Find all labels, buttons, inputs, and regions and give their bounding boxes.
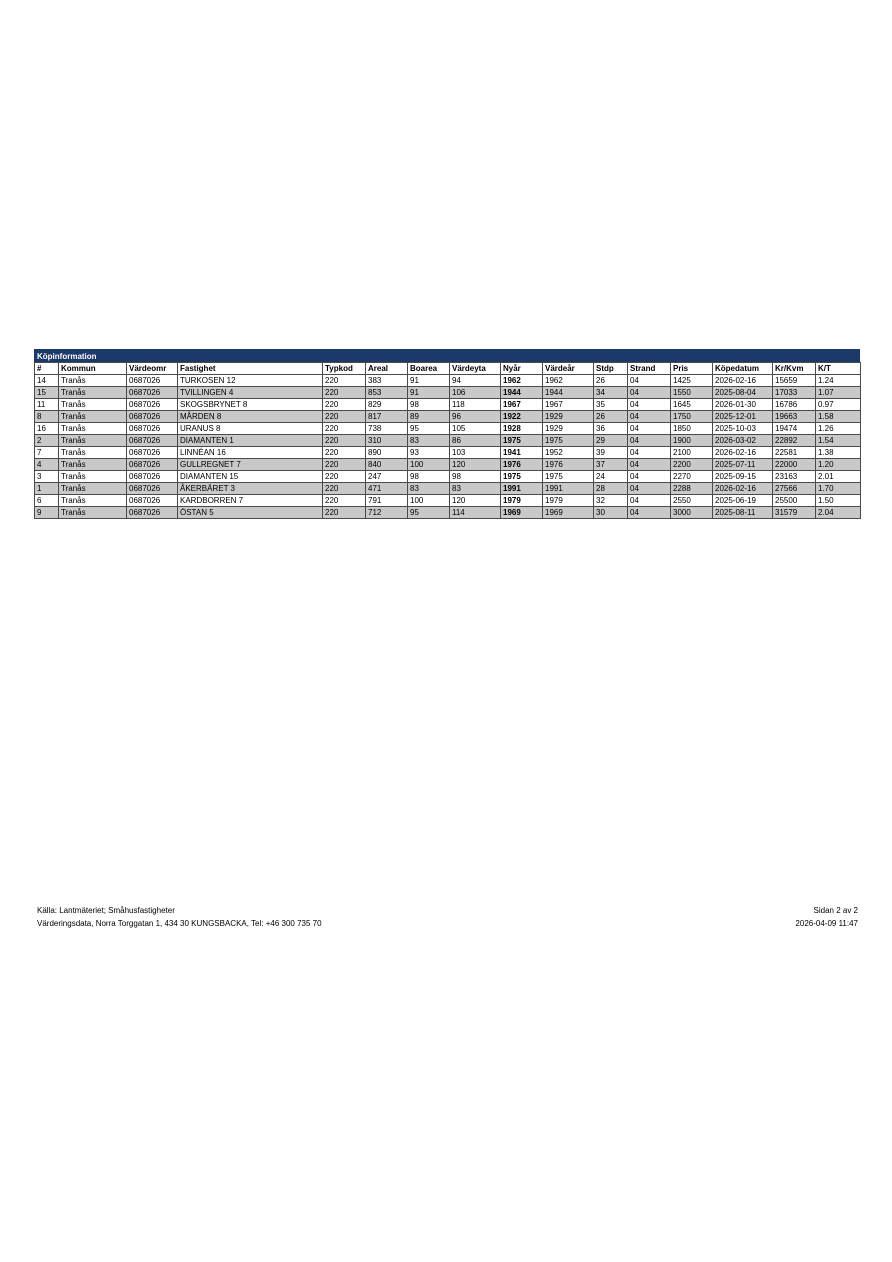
table-cell: 2	[35, 435, 59, 447]
table-row	[35, 495, 861, 507]
table-cell: 04	[628, 435, 671, 447]
column-header: Köpedatum	[713, 363, 773, 375]
table-cell: 7	[35, 447, 59, 459]
footer-right	[795, 904, 858, 930]
purchase-info-table	[34, 362, 861, 519]
table-cell: Tranås	[59, 423, 127, 435]
table-cell: GULLREGNET 7	[178, 459, 323, 471]
table-cell: 15	[35, 387, 59, 399]
table-cell: 94	[450, 375, 501, 387]
table-cell: 1.20	[816, 459, 861, 471]
table-cell: 15659	[773, 375, 816, 387]
table-cell: 2025-10-03	[713, 423, 773, 435]
table-cell: 1929	[543, 411, 594, 423]
table-cell: 22581	[773, 447, 816, 459]
table-cell: 98	[450, 471, 501, 483]
table-cell: Tranås	[59, 483, 127, 495]
table-cell: 93	[408, 447, 450, 459]
table-cell: 220	[323, 507, 366, 519]
table-cell: 14	[35, 375, 59, 387]
table-cell: 220	[323, 483, 366, 495]
table-cell: URANUS 8	[178, 423, 323, 435]
table-row	[35, 507, 861, 519]
table-cell: MÅRDEN 8	[178, 411, 323, 423]
table-cell: 04	[628, 459, 671, 471]
table-cell: 17033	[773, 387, 816, 399]
table-cell: 95	[408, 423, 450, 435]
table-cell: 890	[366, 447, 408, 459]
table-cell: 4	[35, 459, 59, 471]
table-cell: DIAMANTEN 15	[178, 471, 323, 483]
table-cell: 19663	[773, 411, 816, 423]
column-header: Areal	[366, 363, 408, 375]
table-cell: 1.38	[816, 447, 861, 459]
table-cell: 1944	[543, 387, 594, 399]
table-cell: 1	[35, 483, 59, 495]
table-row	[35, 387, 861, 399]
table-cell: 105	[450, 423, 501, 435]
table-row	[35, 375, 861, 387]
table-cell: 1979	[501, 495, 543, 507]
footer-source: Källa: Lantmäteriet; Småhusfastigheter	[37, 906, 175, 915]
table-cell: 220	[323, 495, 366, 507]
column-header: Kr/Kvm	[773, 363, 816, 375]
table-cell: 118	[450, 399, 501, 411]
table-cell: 16786	[773, 399, 816, 411]
table-cell: 100	[408, 495, 450, 507]
table-cell: Tranås	[59, 399, 127, 411]
table-cell: 1979	[543, 495, 594, 507]
table-cell: 98	[408, 471, 450, 483]
table-cell: 04	[628, 483, 671, 495]
table-cell: 1550	[671, 387, 713, 399]
table-cell: 1962	[543, 375, 594, 387]
table-cell: DIAMANTEN 1	[178, 435, 323, 447]
table-cell: 0687026	[127, 375, 178, 387]
section-title: Köpinformation	[34, 349, 860, 362]
table-cell: 16	[35, 423, 59, 435]
table-cell: 1944	[501, 387, 543, 399]
table-cell: 25500	[773, 495, 816, 507]
table-row	[35, 483, 861, 495]
table-cell: 1975	[543, 471, 594, 483]
table-cell: 1.54	[816, 435, 861, 447]
table-cell: 1.24	[816, 375, 861, 387]
table-cell: 120	[450, 495, 501, 507]
table-cell: 9	[35, 507, 59, 519]
table-cell: 29	[594, 435, 628, 447]
table-cell: 1976	[543, 459, 594, 471]
table-cell: TURKOSEN 12	[178, 375, 323, 387]
table-cell: 220	[323, 435, 366, 447]
table-cell: 0687026	[127, 435, 178, 447]
table-cell: 0.97	[816, 399, 861, 411]
table-cell: 1750	[671, 411, 713, 423]
table-cell: 853	[366, 387, 408, 399]
table-cell: 2026-02-16	[713, 447, 773, 459]
table-cell: TVILLINGEN 4	[178, 387, 323, 399]
table-cell: 791	[366, 495, 408, 507]
table-cell: 24	[594, 471, 628, 483]
column-header: Nyår	[501, 363, 543, 375]
table-cell: 2025-06-19	[713, 495, 773, 507]
table-cell: 39	[594, 447, 628, 459]
column-header: Värdeår	[543, 363, 594, 375]
table-cell: 28	[594, 483, 628, 495]
table-cell: 98	[408, 399, 450, 411]
table-cell: 22000	[773, 459, 816, 471]
table-cell: 2025-08-04	[713, 387, 773, 399]
table-cell: 1952	[543, 447, 594, 459]
table-cell: 1967	[543, 399, 594, 411]
table-cell: 1.70	[816, 483, 861, 495]
table-cell: 2270	[671, 471, 713, 483]
table-cell: LINNÉAN 16	[178, 447, 323, 459]
table-cell: 36	[594, 423, 628, 435]
table-cell: 712	[366, 507, 408, 519]
table-cell: 04	[628, 495, 671, 507]
table-cell: 1425	[671, 375, 713, 387]
table-cell: 0687026	[127, 447, 178, 459]
table-cell: Tranås	[59, 387, 127, 399]
table-cell: 83	[408, 483, 450, 495]
table-cell: 2550	[671, 495, 713, 507]
table-cell: 1962	[501, 375, 543, 387]
table-cell: 1976	[501, 459, 543, 471]
table-cell: 220	[323, 411, 366, 423]
table-cell: 1941	[501, 447, 543, 459]
table-cell: 04	[628, 507, 671, 519]
table-cell: 0687026	[127, 483, 178, 495]
table-cell: 2025-08-11	[713, 507, 773, 519]
table-cell: 1991	[501, 483, 543, 495]
table-cell: 04	[628, 399, 671, 411]
table-cell: 103	[450, 447, 501, 459]
table-cell: 2288	[671, 483, 713, 495]
table-cell: SKOGSBRYNET 8	[178, 399, 323, 411]
table-cell: 30	[594, 507, 628, 519]
table-cell: 1928	[501, 423, 543, 435]
footer-page-number: Sidan 2 av 2	[813, 906, 858, 915]
table-cell: 2025-12-01	[713, 411, 773, 423]
table-cell: Tranås	[59, 375, 127, 387]
column-header: Pris	[671, 363, 713, 375]
column-header: Typkod	[323, 363, 366, 375]
table-cell: 120	[450, 459, 501, 471]
table-cell: 32	[594, 495, 628, 507]
table-cell: 34	[594, 387, 628, 399]
table-cell: 86	[450, 435, 501, 447]
table-cell: 19474	[773, 423, 816, 435]
table-cell: 96	[450, 411, 501, 423]
table-cell: 2200	[671, 459, 713, 471]
table-cell: 829	[366, 399, 408, 411]
purchase-info-table-container	[34, 349, 860, 519]
table-cell: 83	[408, 435, 450, 447]
table-cell: 220	[323, 447, 366, 459]
column-header: Värdeomr	[127, 363, 178, 375]
table-row	[35, 399, 861, 411]
table-row	[35, 435, 861, 447]
table-cell: 1975	[543, 435, 594, 447]
table-cell: KARDBORREN 7	[178, 495, 323, 507]
table-cell: 04	[628, 447, 671, 459]
table-header-row	[35, 363, 861, 375]
table-cell: 6	[35, 495, 59, 507]
table-cell: 310	[366, 435, 408, 447]
table-cell: 220	[323, 399, 366, 411]
table-cell: 0687026	[127, 399, 178, 411]
table-cell: 04	[628, 411, 671, 423]
table-cell: 3000	[671, 507, 713, 519]
table-cell: 0687026	[127, 459, 178, 471]
table-cell: 22892	[773, 435, 816, 447]
table-cell: 0687026	[127, 507, 178, 519]
table-cell: 1.50	[816, 495, 861, 507]
table-cell: Tranås	[59, 495, 127, 507]
table-cell: 0687026	[127, 495, 178, 507]
table-cell: Tranås	[59, 411, 127, 423]
table-cell: 2026-02-16	[713, 483, 773, 495]
table-cell: 04	[628, 375, 671, 387]
table-cell: 220	[323, 387, 366, 399]
table-row	[35, 447, 861, 459]
table-row	[35, 423, 861, 435]
table-cell: 220	[323, 471, 366, 483]
table-cell: 2025-09-15	[713, 471, 773, 483]
table-cell: 95	[408, 507, 450, 519]
table-cell: 738	[366, 423, 408, 435]
table-cell: 2026-03-02	[713, 435, 773, 447]
table-cell: ÅKERBÄRET 3	[178, 483, 323, 495]
table-cell: 106	[450, 387, 501, 399]
table-cell: 04	[628, 471, 671, 483]
table-cell: 1.26	[816, 423, 861, 435]
footer-left	[37, 904, 322, 930]
table-cell: 1991	[543, 483, 594, 495]
table-cell: 471	[366, 483, 408, 495]
table-cell: 840	[366, 459, 408, 471]
table-cell: 91	[408, 375, 450, 387]
table-cell: 2.04	[816, 507, 861, 519]
table-cell: Tranås	[59, 507, 127, 519]
table-cell: 26	[594, 411, 628, 423]
table-cell: 100	[408, 459, 450, 471]
table-cell: 1.58	[816, 411, 861, 423]
table-cell: 8	[35, 411, 59, 423]
table-cell: Tranås	[59, 471, 127, 483]
table-cell: ÖSTAN 5	[178, 507, 323, 519]
column-header: Fastighet	[178, 363, 323, 375]
table-cell: 0687026	[127, 471, 178, 483]
footer-timestamp: 2026-04-09 11:47	[795, 919, 858, 928]
table-cell: Tranås	[59, 459, 127, 471]
table-cell: 1975	[501, 435, 543, 447]
table-row	[35, 459, 861, 471]
table-cell: 1900	[671, 435, 713, 447]
table-cell: 220	[323, 459, 366, 471]
table-cell: 27566	[773, 483, 816, 495]
table-cell: 2100	[671, 447, 713, 459]
table-cell: 1.07	[816, 387, 861, 399]
table-cell: 04	[628, 423, 671, 435]
table-cell: 247	[366, 471, 408, 483]
table-row	[35, 411, 861, 423]
table-cell: 2.01	[816, 471, 861, 483]
column-header: Strand	[628, 363, 671, 375]
table-cell: 37	[594, 459, 628, 471]
table-cell: 3	[35, 471, 59, 483]
table-cell: 91	[408, 387, 450, 399]
table-cell: 1929	[543, 423, 594, 435]
table-cell: 817	[366, 411, 408, 423]
column-header: K/T	[816, 363, 861, 375]
table-cell: Tranås	[59, 447, 127, 459]
table-cell: 1967	[501, 399, 543, 411]
table-cell: 114	[450, 507, 501, 519]
table-cell: 31579	[773, 507, 816, 519]
table-cell: 1975	[501, 471, 543, 483]
table-body	[35, 375, 861, 519]
footer-address: Värderingsdata, Norra Torggatan 1, 434 30 KUNGSBACKA, Tel: +46 300 735 70	[37, 919, 322, 928]
column-header: Kommun	[59, 363, 127, 375]
table-row	[35, 471, 861, 483]
table-cell: 2026-02-16	[713, 375, 773, 387]
table-cell: 0687026	[127, 411, 178, 423]
table-cell: 26	[594, 375, 628, 387]
table-cell: Tranås	[59, 435, 127, 447]
table-cell: 2025-07-11	[713, 459, 773, 471]
table-cell: 35	[594, 399, 628, 411]
column-header: Stdp	[594, 363, 628, 375]
column-header: Värdeyta	[450, 363, 501, 375]
table-cell: 2026-01-30	[713, 399, 773, 411]
column-header: #	[35, 363, 59, 375]
table-cell: 04	[628, 387, 671, 399]
table-cell: 0687026	[127, 387, 178, 399]
table-cell: 220	[323, 375, 366, 387]
column-header: Boarea	[408, 363, 450, 375]
table-cell: 1969	[501, 507, 543, 519]
table-cell: 11	[35, 399, 59, 411]
table-cell: 89	[408, 411, 450, 423]
table-cell: 1645	[671, 399, 713, 411]
table-cell: 1850	[671, 423, 713, 435]
table-cell: 1922	[501, 411, 543, 423]
table-cell: 383	[366, 375, 408, 387]
table-cell: 23163	[773, 471, 816, 483]
table-cell: 1969	[543, 507, 594, 519]
table-cell: 83	[450, 483, 501, 495]
table-cell: 220	[323, 423, 366, 435]
table-cell: 0687026	[127, 423, 178, 435]
